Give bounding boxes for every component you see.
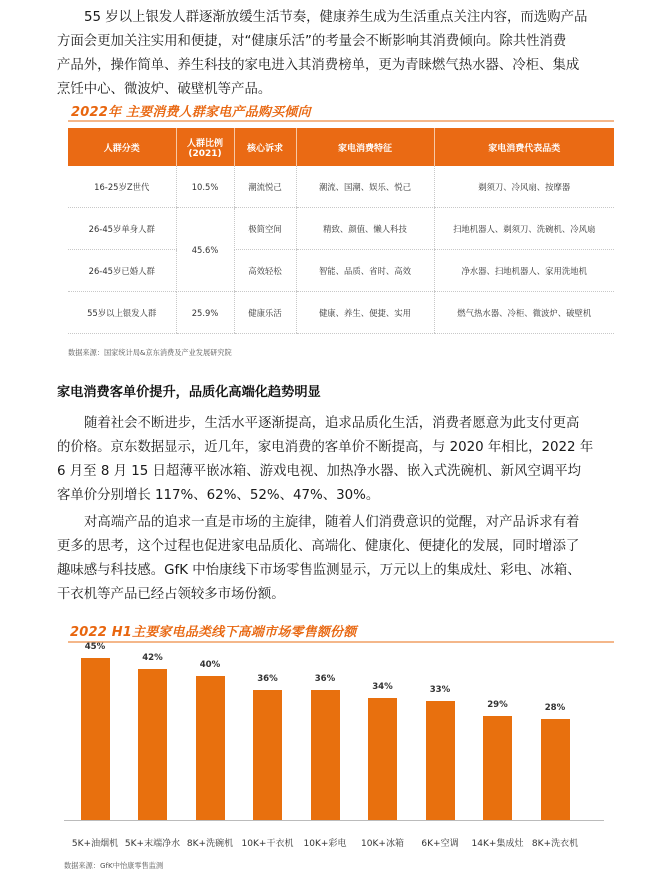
para1-line-1: 随着社会不断进步，生活水平逐渐提高，追求品质化生活，消费者愿意为此支付更高: [84, 416, 580, 431]
consumer-group-table: [68, 128, 614, 334]
bar-5: [368, 698, 397, 820]
cell-feature: 潮流、国潮、娱乐、悦己: [296, 166, 434, 208]
bar-value-label: 33%: [429, 685, 451, 696]
category-label: 14K+集成灶: [471, 839, 524, 849]
category-label: 5K+末端净水: [124, 839, 181, 849]
cell-products: 剃须刀、冷风扇、按摩器: [434, 166, 614, 208]
cell-need: 潮流悦己: [234, 166, 296, 208]
para2-line-3: 趣味感与科技感。GfK 中怡康线下市场零售监测显示，万元以上的集成灶、彩电、冰箱、: [57, 563, 581, 578]
cell-feature: 智能、品质、省时、高效: [296, 250, 434, 292]
header-ratio-label: 人群比例: [186, 138, 223, 149]
bar-7: [483, 716, 512, 820]
para1-line-2: 的价格。京东数据显示，近几年，家电消费的客单价不断提高，与 2020 年相比，2022 年: [57, 440, 594, 455]
para2-line-1: 对高端产品的追求一直是市场的主旋律，随着人们消费意识的觉醒，对产品诉求有着: [84, 515, 580, 530]
bar-value-label: 28%: [544, 703, 566, 714]
cell-products: 燃气热水器、冷柜、微波炉、破壁机: [434, 292, 614, 334]
cell-feature: 精致、颜值、懒人科技: [296, 208, 434, 250]
cell-group: 26-45岁已婚人群: [68, 250, 176, 292]
bar-2: [196, 676, 225, 820]
category-label: 10K+干衣机: [241, 839, 294, 849]
header-need: 核心诉求: [234, 128, 296, 166]
bar-value-label: 45%: [84, 642, 106, 652]
header-ratio-year: (2021): [188, 148, 222, 159]
chart-x-axis: [64, 820, 604, 821]
table-row: [68, 292, 614, 334]
cell-need: 极简空间: [234, 208, 296, 250]
chart-title-underline: [68, 641, 614, 643]
category-label: 5K+油烟机: [71, 839, 119, 849]
header-group: 人群分类: [68, 128, 176, 166]
category-label: 10K+彩电: [303, 839, 347, 849]
para1-line-4: 客单价分别增长 117%、62%、52%、47%、30%。: [57, 488, 380, 503]
header-ratio: [176, 128, 234, 166]
para2-line-2: 更多的思考，这个过程也促进家电品质化、高端化、健康化、便捷化的发展，同时增添了: [57, 539, 580, 554]
para2-line-4: 干衣机等产品已经占领较多市场份额。: [57, 587, 285, 602]
category-label: 8K+洗衣机: [531, 839, 579, 849]
category-label: 8K+洗碗机: [186, 839, 234, 849]
table-title: 2022年 主要消费人群家电产品购买倾向: [71, 105, 311, 120]
cell-need: 健康乐活: [234, 292, 296, 334]
table-source: 数据来源：国家统计局&京东消费及产业发展研究院: [68, 348, 232, 357]
bar-3: [253, 690, 282, 820]
bar-value-label: 42%: [142, 652, 163, 663]
bar-value-label: 36%: [257, 674, 278, 685]
section-paragraph-2: [57, 511, 623, 607]
category-label: 10K+冰箱: [361, 839, 404, 849]
category-label: 6K+空调: [421, 839, 459, 849]
bar-1: [138, 669, 167, 820]
intro-paragraph: [57, 6, 623, 102]
intro-line-3: 产品外，操作简单、养生科技的家电进入其消费榜单，更为青睐燃气热水器、冷柜、集成: [57, 58, 580, 73]
section-paragraph-1: [57, 412, 623, 508]
bar-4: [311, 690, 340, 820]
bar-8: [541, 719, 570, 820]
intro-line-4: 烹饪中心、微波炉、破壁机等产品。: [57, 82, 272, 97]
cell-group: 16-25岁Z世代: [68, 166, 176, 208]
table-row: [68, 208, 614, 250]
chart-title: 2022 H1主要家电品类线下高端市场零售额份额: [70, 625, 357, 640]
bar-0: [81, 658, 110, 820]
bar-value-label: 34%: [372, 681, 393, 692]
bar-value-label: 40%: [199, 660, 221, 670]
table-header-row: [68, 128, 614, 166]
intro-line-1: 55 岁以上银发人群逐渐放缓生活节奏，健康养生成为生活重点关注内容，而选购产品: [84, 10, 588, 25]
cell-ratio: 25.9%: [176, 292, 234, 334]
para1-line-3: 6 月至 8 月 15 日超薄平嵌冰箱、游戏电视、加热净水器、嵌入式洗碗机、新风空调平均: [57, 464, 582, 479]
intro-line-2: 方面会更加关注实用和便捷，对“健康乐活”的考量会不断影响其消费倾向。除共性消费: [57, 34, 567, 49]
bar-value-label: 36%: [314, 674, 336, 685]
cell-group: 55岁以上银发人群: [68, 292, 176, 334]
bar-6: [426, 701, 455, 820]
section-heading: 家电消费客单价提升，品质化高端化趋势明显: [57, 385, 321, 400]
header-products: 家电消费代表品类: [434, 128, 614, 166]
table-row: [68, 166, 614, 208]
cell-products: 扫地机器人、剃须刀、洗碗机、冷风扇: [434, 208, 614, 250]
cell-need: 高效轻松: [234, 250, 296, 292]
cell-ratio: 10.5%: [176, 166, 234, 208]
cell-ratio-merged: 45.6%: [176, 208, 234, 292]
header-feature: 家电消费特征: [296, 128, 434, 166]
cell-products: 净水器、扫地机器人、家用洗地机: [434, 250, 614, 292]
table-title-underline: [68, 120, 614, 122]
cell-group: 26-45岁单身人群: [68, 208, 176, 250]
cell-feature: 健康、养生、便捷、实用: [296, 292, 434, 334]
chart-source: 数据来源：GfK中怡康零售监测: [64, 861, 164, 870]
bar-value-label: 29%: [487, 699, 508, 710]
table-row: [68, 250, 614, 292]
